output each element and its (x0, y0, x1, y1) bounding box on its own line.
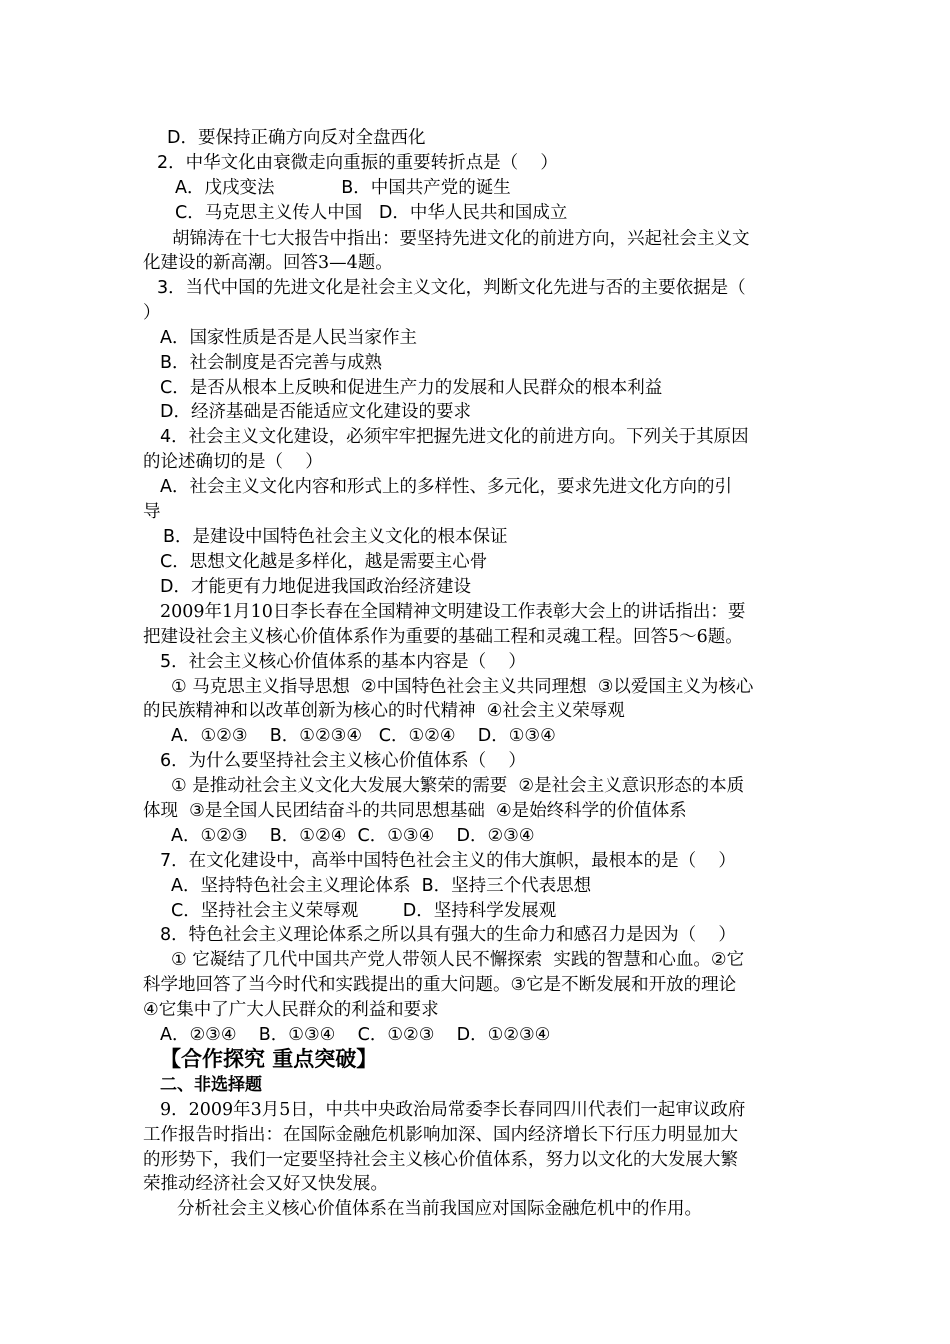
passage-3-4-line1: 胡锦涛在十七大报告中指出：要坚持先进文化的前进方向，兴起社会主义文 (172, 229, 750, 249)
q4-stem: 4．社会主义文化建设，必须牢牢把握先进文化的前进方向。下列关于其原因 (160, 427, 749, 447)
q8-stem: 8．特色社会主义理论体系之所以具有强大的生命力和感召力是因为（ ） (160, 925, 736, 945)
q3-option-b: B．社会制度是否完善与成熟 (160, 353, 383, 373)
section-subheading: 二、非选择题 (160, 1075, 262, 1095)
q8-options: A．②③④ B．①③④ C．①②③ D．①②③④ (160, 1025, 551, 1045)
passage-5-6-line1: 2009年1月10日李长春在全国精神文明建设工作表彰大会上的讲话指出：要 (160, 602, 746, 622)
q3-option-d: D．经济基础是否能适应文化建设的要求 (160, 402, 471, 422)
passage-3-4-line2: 化建设的新高潮。回答3—4题。 (143, 253, 393, 273)
q2-options-cd: C．马克思主义传人中国 D．中华人民共和国成立 (175, 203, 568, 223)
q4-stem-cont: 的论述确切的是（ ） (143, 452, 323, 472)
q8-items-line2: 科学地回答了当今时代和实践提出的重大问题。③它是不断发展和开放的理论 (143, 975, 737, 995)
q9-line2: 工作报告时指出：在国际金融危机影响加深、国内经济增长下行压力明显加大 (143, 1125, 738, 1145)
q3-stem-cont: ） (143, 303, 161, 323)
q5-items-line1: ① 马克思主义指导思想 ②中国特色社会主义共同理想 ③以爱国主义为核心 (171, 677, 754, 697)
q9-line1: 9．2009年3月5日，中共中央政治局常委李长春同四川代表们一起审议政府 (160, 1100, 746, 1120)
q9-prompt: 分析社会主义核心价值体系在当前我国应对国际金融危机中的作用。 (177, 1199, 702, 1219)
q5-items-line2: 的民族精神和以改革创新为核心的时代精神 ④社会主义荣辱观 (143, 701, 625, 721)
passage-5-6-line2: 把建设社会主义核心价值体系作为重要的基础工程和灵魂工程。回答5～6题。 (143, 627, 743, 647)
q3-option-c: C．是否从根本上反映和促进生产力的发展和人民群众的根本利益 (160, 378, 663, 398)
q5-stem: 5．社会主义核心价值体系的基本内容是（ ） (160, 652, 526, 672)
q8-items-line3: ④它集中了广大人民群众的利益和要求 (143, 1000, 439, 1020)
q6-items-line1: ① 是推动社会主义文化大发展大繁荣的需要 ②是社会主义意识形态的本质 (171, 776, 745, 796)
section-heading: 【合作探究 重点突破】 (160, 1047, 378, 1071)
q7-options-ab: A．坚持特色社会主义理论体系 B．坚持三个代表思想 (171, 876, 592, 896)
q6-stem: 6．为什么要坚持社会主义核心价值体系（ ） (160, 751, 526, 771)
q2-options-ab: A．戊戌变法 B．中国共产党的诞生 (175, 178, 511, 198)
q8-items-line1: ① 它凝结了几代中国共产党人带领人民不懈探索 实践的智慧和心血。②它 (171, 950, 745, 970)
q4-option-b: B．是建设中国特色社会主义文化的根本保证 (163, 527, 508, 547)
q9-line4: 荣推动经济社会又好又快发展。 (143, 1174, 388, 1194)
q2-stem: 2．中华文化由衰微走向重振的重要转折点是（ ） (157, 153, 558, 173)
q3-stem: 3．当代中国的先进文化是社会主义文化，判断文化先进与否的主要依据是（ (157, 278, 746, 298)
q4-option-c: C．思想文化越是多样化，越是需要主心骨 (160, 552, 488, 572)
q6-items-line2: 体现 ③是全国人民团结奋斗的共同思想基础 ④是始终科学的价值体系 (143, 801, 687, 821)
q4-option-d: D．才能更有力地促进我国政治经济建设 (160, 577, 471, 597)
q1-option-d: D．要保持正确方向反对全盘西化 (167, 128, 426, 148)
q4-option-a-cont: 导 (143, 502, 161, 522)
q7-stem: 7．在文化建设中，高举中国特色社会主义的伟大旗帜，最根本的是（ ） (160, 851, 736, 871)
q4-option-a: A．社会主义文化内容和形式上的多样性、多元化，要求先进文化方向的引 (160, 477, 732, 497)
q9-line3: 的形势下，我们一定要坚持社会主义核心价值体系，努力以文化的大发展大繁 (143, 1150, 738, 1170)
q6-options: A．①②③ B．①②④ C．①③④ D．②③④ (171, 826, 535, 846)
q7-options-cd: C．坚持社会主义荣辱观 D．坚持科学发展观 (171, 901, 557, 921)
q3-option-a: A．国家性质是否是人民当家作主 (160, 328, 417, 348)
q5-options: A．①②③ B．①②③④ C．①②④ D．①③④ (171, 726, 556, 746)
